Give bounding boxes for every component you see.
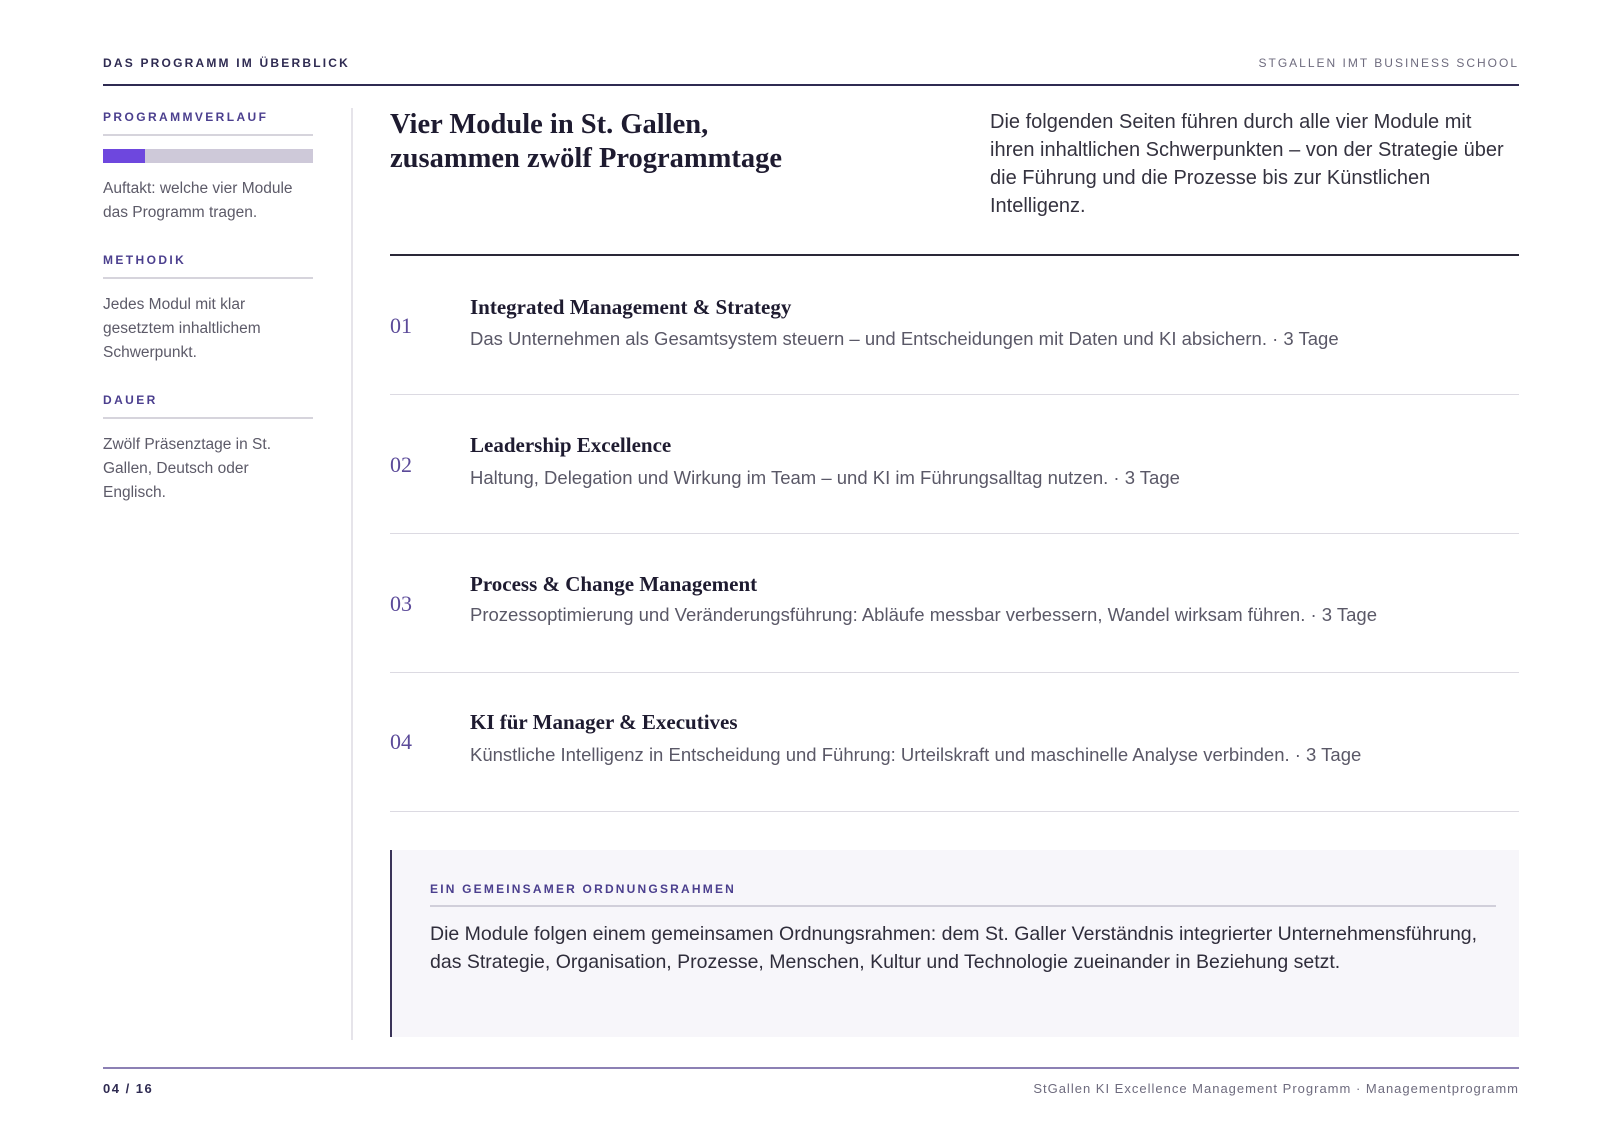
page-footer — [103, 1067, 1519, 1096]
duration-title: DAUER — [103, 393, 313, 419]
method-title: METHODIK — [103, 253, 313, 279]
module-row — [390, 256, 1519, 395]
framework-note — [390, 850, 1519, 1037]
page-number: 04 / 16 — [103, 1081, 154, 1096]
intro-section — [390, 108, 1519, 256]
footer-doc-title: StGallen KI Excellence Management Programm · Managementprogramm — [1033, 1081, 1519, 1096]
module-row — [390, 673, 1519, 812]
brand-label: STGALLEN IMT BUSINESS SCHOOL — [1258, 56, 1519, 70]
progress-bar-fill — [103, 149, 145, 163]
module-number: 02 — [390, 452, 412, 477]
module-number: 01 — [390, 313, 412, 338]
module-description: Haltung, Delegation und Wirkung im Team – und KI im Führungsalltag nutzen. · 3 Tage — [470, 467, 1180, 488]
note-label: EIN GEMEINSAMER ORDNUNGSRAHMEN — [430, 882, 1496, 907]
note-text: Die Module folgen einem gemeinsamen Ordnungsrahmen: dem St. Galler Verständnis integrierter Unternehmensführung, das Strategie, Organisation, Prozesse, Menschen, Kultur und Technologie zueinander in Beziehung setzt. — [430, 923, 1478, 973]
module-description: Künstliche Intelligenz in Entscheidung und Führung: Urteilskraft und maschinelle Analyse verbinden. · 3 Tage — [470, 744, 1362, 765]
module-title: KI für Manager & Executives — [470, 710, 738, 734]
page — [103, 0, 1519, 1131]
page-title-line-1: Vier Module in St. Gallen, — [390, 109, 709, 140]
duration-text: Zwölf Präsenztage in St. Gallen, Deutsch oder Englisch. — [103, 436, 271, 501]
module-description: Prozessoptimierung und Veränderungsführung: Abläufe messbar verbessern, Wandel wirksam führen. · 3 Tage — [470, 604, 1377, 625]
method-text: Jedes Modul mit klar gesetztem inhaltlichem Schwerpunkt. — [103, 296, 261, 361]
page-title-line-2: zusammen zwölf Programmtage — [390, 143, 783, 174]
sidebar-divider — [351, 108, 353, 1040]
module-title: Integrated Management & Strategy — [470, 295, 792, 319]
progress-bar — [103, 149, 313, 163]
module-title: Leadership Excellence — [470, 433, 672, 457]
page-header — [103, 54, 1519, 86]
progress-text: Auftakt: welche vier Module das Programm tragen. — [103, 180, 293, 221]
section-label: DAS PROGRAMM IM ÜBERBLICK — [103, 56, 350, 70]
progress-title: PROGRAMMVERLAUF — [103, 110, 313, 136]
module-number: 03 — [390, 591, 412, 616]
module-description: Das Unternehmen als Gesamtsystem steuern – und Entscheidungen mit Daten und KI absichern. · 3 Tage — [470, 328, 1339, 349]
main-content — [390, 108, 1519, 1037]
sidebar — [103, 110, 313, 505]
page-title — [390, 108, 950, 176]
intro-text: Die folgenden Seiten führen durch alle vier Module mit ihren inhaltlichen Schwerpunkten – von der Strategie über die Führung und die Prozesse bis zur Künstlichen Intelligenz. — [990, 111, 1504, 217]
module-row — [390, 395, 1519, 534]
module-row — [390, 534, 1519, 673]
module-title: Process & Change Management — [470, 572, 758, 596]
module-number: 04 — [390, 729, 412, 754]
